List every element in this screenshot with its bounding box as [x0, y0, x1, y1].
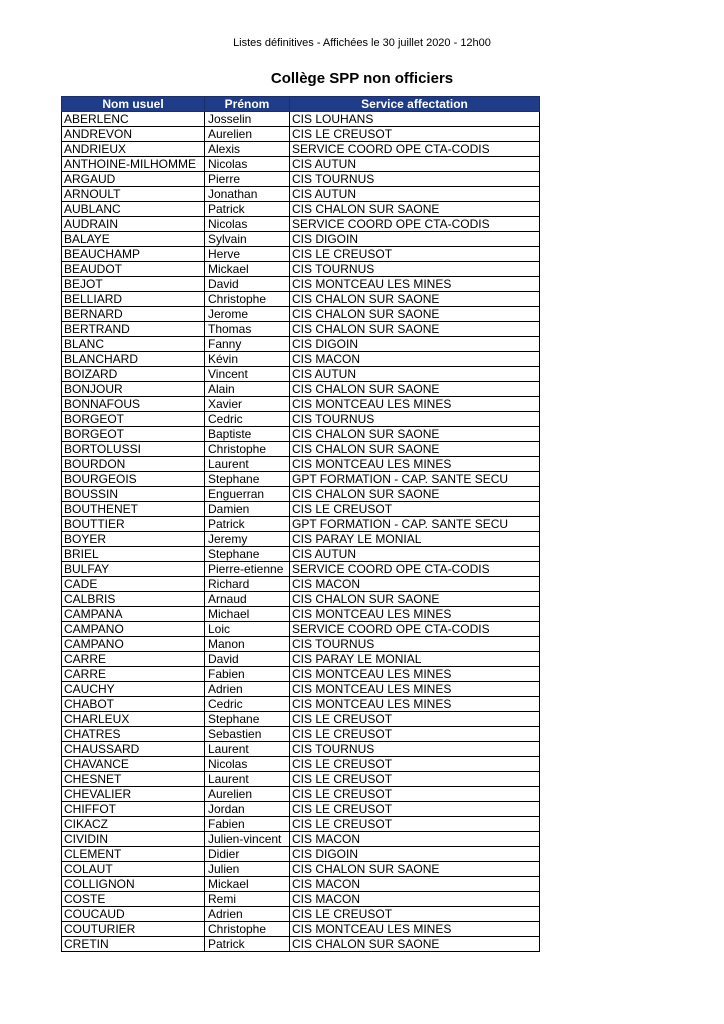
- table-row: [62, 922, 540, 937]
- table-row: [62, 877, 540, 892]
- service-cell: GPT FORMATION - CAP. SANTE SECU: [290, 517, 540, 532]
- table-row: [62, 787, 540, 802]
- nom-cell: CALBRIS: [62, 592, 205, 607]
- prenom-cell: Julien-vincent: [205, 832, 290, 847]
- nom-cell: CAMPANO: [62, 622, 205, 637]
- table-row: [62, 352, 540, 367]
- service-cell: CIS CHALON SUR SAONE: [290, 307, 540, 322]
- table-row: [62, 607, 540, 622]
- prenom-cell: Didier: [205, 847, 290, 862]
- nom-cell: CHABOT: [62, 697, 205, 712]
- nom-cell: CHAUSSARD: [62, 742, 205, 757]
- column-header-prenom: Prénom: [205, 97, 290, 112]
- service-cell: CIS LE CREUSOT: [290, 247, 540, 262]
- table-row: [62, 907, 540, 922]
- column-header-nom: Nom usuel: [62, 97, 205, 112]
- table-row: [62, 322, 540, 337]
- service-cell: CIS MACON: [290, 577, 540, 592]
- table-row: [62, 157, 540, 172]
- service-cell: CIS LE CREUSOT: [290, 802, 540, 817]
- table-row: [62, 232, 540, 247]
- table-row: [62, 547, 540, 562]
- service-cell: CIS LE CREUSOT: [290, 772, 540, 787]
- service-cell: CIS MONTCEAU LES MINES: [290, 682, 540, 697]
- prenom-cell: Kévin: [205, 352, 290, 367]
- table-row: [62, 892, 540, 907]
- service-cell: CIS PARAY LE MONIAL: [290, 652, 540, 667]
- prenom-cell: Patrick: [205, 202, 290, 217]
- service-cell: CIS MONTCEAU LES MINES: [290, 277, 540, 292]
- nom-cell: BERTRAND: [62, 322, 205, 337]
- service-cell: CIS CHALON SUR SAONE: [290, 382, 540, 397]
- table-row: [62, 847, 540, 862]
- nom-cell: BORTOLUSSI: [62, 442, 205, 457]
- prenom-cell: Jeremy: [205, 532, 290, 547]
- nom-cell: BULFAY: [62, 562, 205, 577]
- service-cell: CIS TOURNUS: [290, 742, 540, 757]
- prenom-cell: Sebastien: [205, 727, 290, 742]
- service-cell: SERVICE COORD OPE CTA-CODIS: [290, 562, 540, 577]
- prenom-cell: Aurelien: [205, 127, 290, 142]
- table-row: [62, 757, 540, 772]
- service-cell: CIS DIGOIN: [290, 232, 540, 247]
- service-cell: CIS CHALON SUR SAONE: [290, 592, 540, 607]
- table-row: [62, 382, 540, 397]
- prenom-cell: Mickael: [205, 262, 290, 277]
- table-row: [62, 817, 540, 832]
- nom-cell: BOUSSIN: [62, 487, 205, 502]
- service-cell: CIS MONTCEAU LES MINES: [290, 667, 540, 682]
- service-cell: CIS CHALON SUR SAONE: [290, 442, 540, 457]
- table-row: [62, 217, 540, 232]
- prenom-cell: Fabien: [205, 817, 290, 832]
- table-row: [62, 682, 540, 697]
- nom-cell: CHIFFOT: [62, 802, 205, 817]
- nom-cell: ANTHOINE-MILHOMME: [62, 157, 205, 172]
- nom-cell: CAMPANA: [62, 607, 205, 622]
- table-row: [62, 397, 540, 412]
- table-row: [62, 772, 540, 787]
- table-row: [62, 367, 540, 382]
- nom-cell: BORGEOT: [62, 427, 205, 442]
- nom-cell: BELLIARD: [62, 292, 205, 307]
- service-cell: CIS TOURNUS: [290, 412, 540, 427]
- service-cell: CIS MONTCEAU LES MINES: [290, 697, 540, 712]
- prenom-cell: David: [205, 277, 290, 292]
- service-cell: CIS MONTCEAU LES MINES: [290, 922, 540, 937]
- nom-cell: BLANC: [62, 337, 205, 352]
- nom-cell: COUCAUD: [62, 907, 205, 922]
- prenom-cell: Christophe: [205, 922, 290, 937]
- prenom-cell: Christophe: [205, 442, 290, 457]
- table-row: [62, 427, 540, 442]
- table-row: [62, 832, 540, 847]
- nom-cell: BOUTTIER: [62, 517, 205, 532]
- nom-cell: BOURGEOIS: [62, 472, 205, 487]
- nom-cell: CIKACZ: [62, 817, 205, 832]
- prenom-cell: Adrien: [205, 907, 290, 922]
- table-row: [62, 802, 540, 817]
- prenom-cell: Sylvain: [205, 232, 290, 247]
- service-cell: GPT FORMATION - CAP. SANTE SECU: [290, 472, 540, 487]
- nom-cell: ARGAUD: [62, 172, 205, 187]
- prenom-cell: Loic: [205, 622, 290, 637]
- prenom-cell: Stephane: [205, 472, 290, 487]
- nom-cell: CARRE: [62, 652, 205, 667]
- table-row: [62, 487, 540, 502]
- prenom-cell: Pierre: [205, 172, 290, 187]
- table-row: [62, 262, 540, 277]
- table-row: [62, 862, 540, 877]
- prenom-cell: Patrick: [205, 937, 290, 952]
- service-cell: CIS LE CREUSOT: [290, 907, 540, 922]
- service-cell: CIS LE CREUSOT: [290, 712, 540, 727]
- prenom-cell: Remi: [205, 892, 290, 907]
- nom-cell: BOURDON: [62, 457, 205, 472]
- nom-cell: CADE: [62, 577, 205, 592]
- nom-cell: AUBLANC: [62, 202, 205, 217]
- nom-cell: CHESNET: [62, 772, 205, 787]
- staff-table: [61, 96, 540, 952]
- prenom-cell: Nicolas: [205, 157, 290, 172]
- service-cell: CIS CHALON SUR SAONE: [290, 292, 540, 307]
- service-cell: CIS CHALON SUR SAONE: [290, 427, 540, 442]
- table-row: [62, 472, 540, 487]
- table-row: [62, 442, 540, 457]
- nom-cell: CIVIDIN: [62, 832, 205, 847]
- prenom-cell: Stephane: [205, 712, 290, 727]
- prenom-cell: Jerome: [205, 307, 290, 322]
- table-row: [62, 727, 540, 742]
- nom-cell: COSTE: [62, 892, 205, 907]
- nom-cell: ARNOULT: [62, 187, 205, 202]
- nom-cell: BLANCHARD: [62, 352, 205, 367]
- service-cell: CIS LE CREUSOT: [290, 787, 540, 802]
- nom-cell: BEAUCHAMP: [62, 247, 205, 262]
- service-cell: CIS CHALON SUR SAONE: [290, 937, 540, 952]
- prenom-cell: Herve: [205, 247, 290, 262]
- table-row: [62, 247, 540, 262]
- table-row: [62, 667, 540, 682]
- nom-cell: BALAYE: [62, 232, 205, 247]
- prenom-cell: Jordan: [205, 802, 290, 817]
- service-cell: CIS MONTCEAU LES MINES: [290, 397, 540, 412]
- prenom-cell: Thomas: [205, 322, 290, 337]
- table-row: [62, 712, 540, 727]
- table-row: [62, 697, 540, 712]
- service-cell: CIS AUTUN: [290, 157, 540, 172]
- service-cell: CIS MACON: [290, 352, 540, 367]
- prenom-cell: Julien: [205, 862, 290, 877]
- nom-cell: BONNAFOUS: [62, 397, 205, 412]
- table-row: [62, 502, 540, 517]
- nom-cell: ANDRIEUX: [62, 142, 205, 157]
- service-cell: CIS LE CREUSOT: [290, 127, 540, 142]
- nom-cell: BERNARD: [62, 307, 205, 322]
- service-cell: CIS MACON: [290, 892, 540, 907]
- page-title: Collège SPP non officiers: [270, 70, 454, 87]
- nom-cell: COUTURIER: [62, 922, 205, 937]
- service-cell: CIS CHALON SUR SAONE: [290, 322, 540, 337]
- prenom-cell: Aurelien: [205, 787, 290, 802]
- nom-cell: AUDRAIN: [62, 217, 205, 232]
- nom-cell: BOYER: [62, 532, 205, 547]
- table-row: [62, 277, 540, 292]
- service-cell: SERVICE COORD OPE CTA-CODIS: [290, 142, 540, 157]
- service-cell: CIS LE CREUSOT: [290, 757, 540, 772]
- service-cell: CIS LE CREUSOT: [290, 502, 540, 517]
- service-cell: CIS PARAY LE MONIAL: [290, 532, 540, 547]
- nom-cell: CHARLEUX: [62, 712, 205, 727]
- nom-cell: CHATRES: [62, 727, 205, 742]
- prenom-cell: Cedric: [205, 697, 290, 712]
- prenom-cell: Christophe: [205, 292, 290, 307]
- service-cell: CIS TOURNUS: [290, 262, 540, 277]
- prenom-cell: Jonathan: [205, 187, 290, 202]
- service-cell: CIS MACON: [290, 877, 540, 892]
- table-row: [62, 412, 540, 427]
- nom-cell: CRETIN: [62, 937, 205, 952]
- service-cell: CIS LOUHANS: [290, 112, 540, 127]
- table-row: [62, 742, 540, 757]
- nom-cell: CAUCHY: [62, 682, 205, 697]
- service-cell: CIS MONTCEAU LES MINES: [290, 607, 540, 622]
- prenom-cell: Laurent: [205, 457, 290, 472]
- table-row: [62, 577, 540, 592]
- nom-cell: CAMPANO: [62, 637, 205, 652]
- table-row: [62, 307, 540, 322]
- prenom-cell: Josselin: [205, 112, 290, 127]
- table-row: [62, 637, 540, 652]
- table-row: [62, 187, 540, 202]
- nom-cell: ABERLENC: [62, 112, 205, 127]
- table-row: [62, 532, 540, 547]
- prenom-cell: Laurent: [205, 742, 290, 757]
- document-header: Listes définitives - Affichées le 30 juillet 2020 - 12h00: [233, 37, 491, 49]
- prenom-cell: Michael: [205, 607, 290, 622]
- prenom-cell: Cedric: [205, 412, 290, 427]
- prenom-cell: Mickael: [205, 877, 290, 892]
- service-cell: CIS CHALON SUR SAONE: [290, 862, 540, 877]
- service-cell: CIS CHALON SUR SAONE: [290, 202, 540, 217]
- service-cell: CIS DIGOIN: [290, 847, 540, 862]
- prenom-cell: Baptiste: [205, 427, 290, 442]
- service-cell: CIS TOURNUS: [290, 172, 540, 187]
- prenom-cell: Manon: [205, 637, 290, 652]
- prenom-cell: Richard: [205, 577, 290, 592]
- nom-cell: BOIZARD: [62, 367, 205, 382]
- table-row: [62, 652, 540, 667]
- table-row: [62, 337, 540, 352]
- prenom-cell: Vincent: [205, 367, 290, 382]
- table-row: [62, 202, 540, 217]
- service-cell: CIS CHALON SUR SAONE: [290, 487, 540, 502]
- service-cell: CIS AUTUN: [290, 547, 540, 562]
- nom-cell: CHEVALIER: [62, 787, 205, 802]
- prenom-cell: Arnaud: [205, 592, 290, 607]
- nom-cell: COLAUT: [62, 862, 205, 877]
- prenom-cell: Patrick: [205, 517, 290, 532]
- prenom-cell: Xavier: [205, 397, 290, 412]
- table-header-row: [62, 97, 540, 112]
- service-cell: CIS DIGOIN: [290, 337, 540, 352]
- table-body: [62, 112, 540, 952]
- nom-cell: BRIEL: [62, 547, 205, 562]
- service-cell: CIS MONTCEAU LES MINES: [290, 457, 540, 472]
- service-cell: CIS MACON: [290, 832, 540, 847]
- prenom-cell: Adrien: [205, 682, 290, 697]
- table-row: [62, 292, 540, 307]
- prenom-cell: Alain: [205, 382, 290, 397]
- nom-cell: BEAUDOT: [62, 262, 205, 277]
- service-cell: SERVICE COORD OPE CTA-CODIS: [290, 622, 540, 637]
- nom-cell: BEJOT: [62, 277, 205, 292]
- nom-cell: COLLIGNON: [62, 877, 205, 892]
- prenom-cell: Nicolas: [205, 757, 290, 772]
- table-row: [62, 622, 540, 637]
- nom-cell: CHAVANCE: [62, 757, 205, 772]
- table-row: [62, 127, 540, 142]
- prenom-cell: Fanny: [205, 337, 290, 352]
- service-cell: CIS AUTUN: [290, 367, 540, 382]
- table-row: [62, 937, 540, 952]
- nom-cell: BONJOUR: [62, 382, 205, 397]
- service-cell: SERVICE COORD OPE CTA-CODIS: [290, 217, 540, 232]
- prenom-cell: Pierre-etienne: [205, 562, 290, 577]
- table-row: [62, 517, 540, 532]
- prenom-cell: Laurent: [205, 772, 290, 787]
- table-row: [62, 112, 540, 127]
- service-cell: CIS LE CREUSOT: [290, 727, 540, 742]
- prenom-cell: David: [205, 652, 290, 667]
- table-row: [62, 172, 540, 187]
- prenom-cell: Damien: [205, 502, 290, 517]
- table-row: [62, 142, 540, 157]
- nom-cell: CLEMENT: [62, 847, 205, 862]
- table-row: [62, 592, 540, 607]
- service-cell: CIS LE CREUSOT: [290, 817, 540, 832]
- nom-cell: BORGEOT: [62, 412, 205, 427]
- prenom-cell: Stephane: [205, 547, 290, 562]
- nom-cell: ANDREVON: [62, 127, 205, 142]
- prenom-cell: Enguerran: [205, 487, 290, 502]
- service-cell: CIS AUTUN: [290, 187, 540, 202]
- nom-cell: BOUTHENET: [62, 502, 205, 517]
- nom-cell: CARRE: [62, 667, 205, 682]
- prenom-cell: Fabien: [205, 667, 290, 682]
- prenom-cell: Nicolas: [205, 217, 290, 232]
- table-row: [62, 562, 540, 577]
- prenom-cell: Alexis: [205, 142, 290, 157]
- table-row: [62, 457, 540, 472]
- column-header-service: Service affectation: [290, 97, 540, 112]
- service-cell: CIS TOURNUS: [290, 637, 540, 652]
